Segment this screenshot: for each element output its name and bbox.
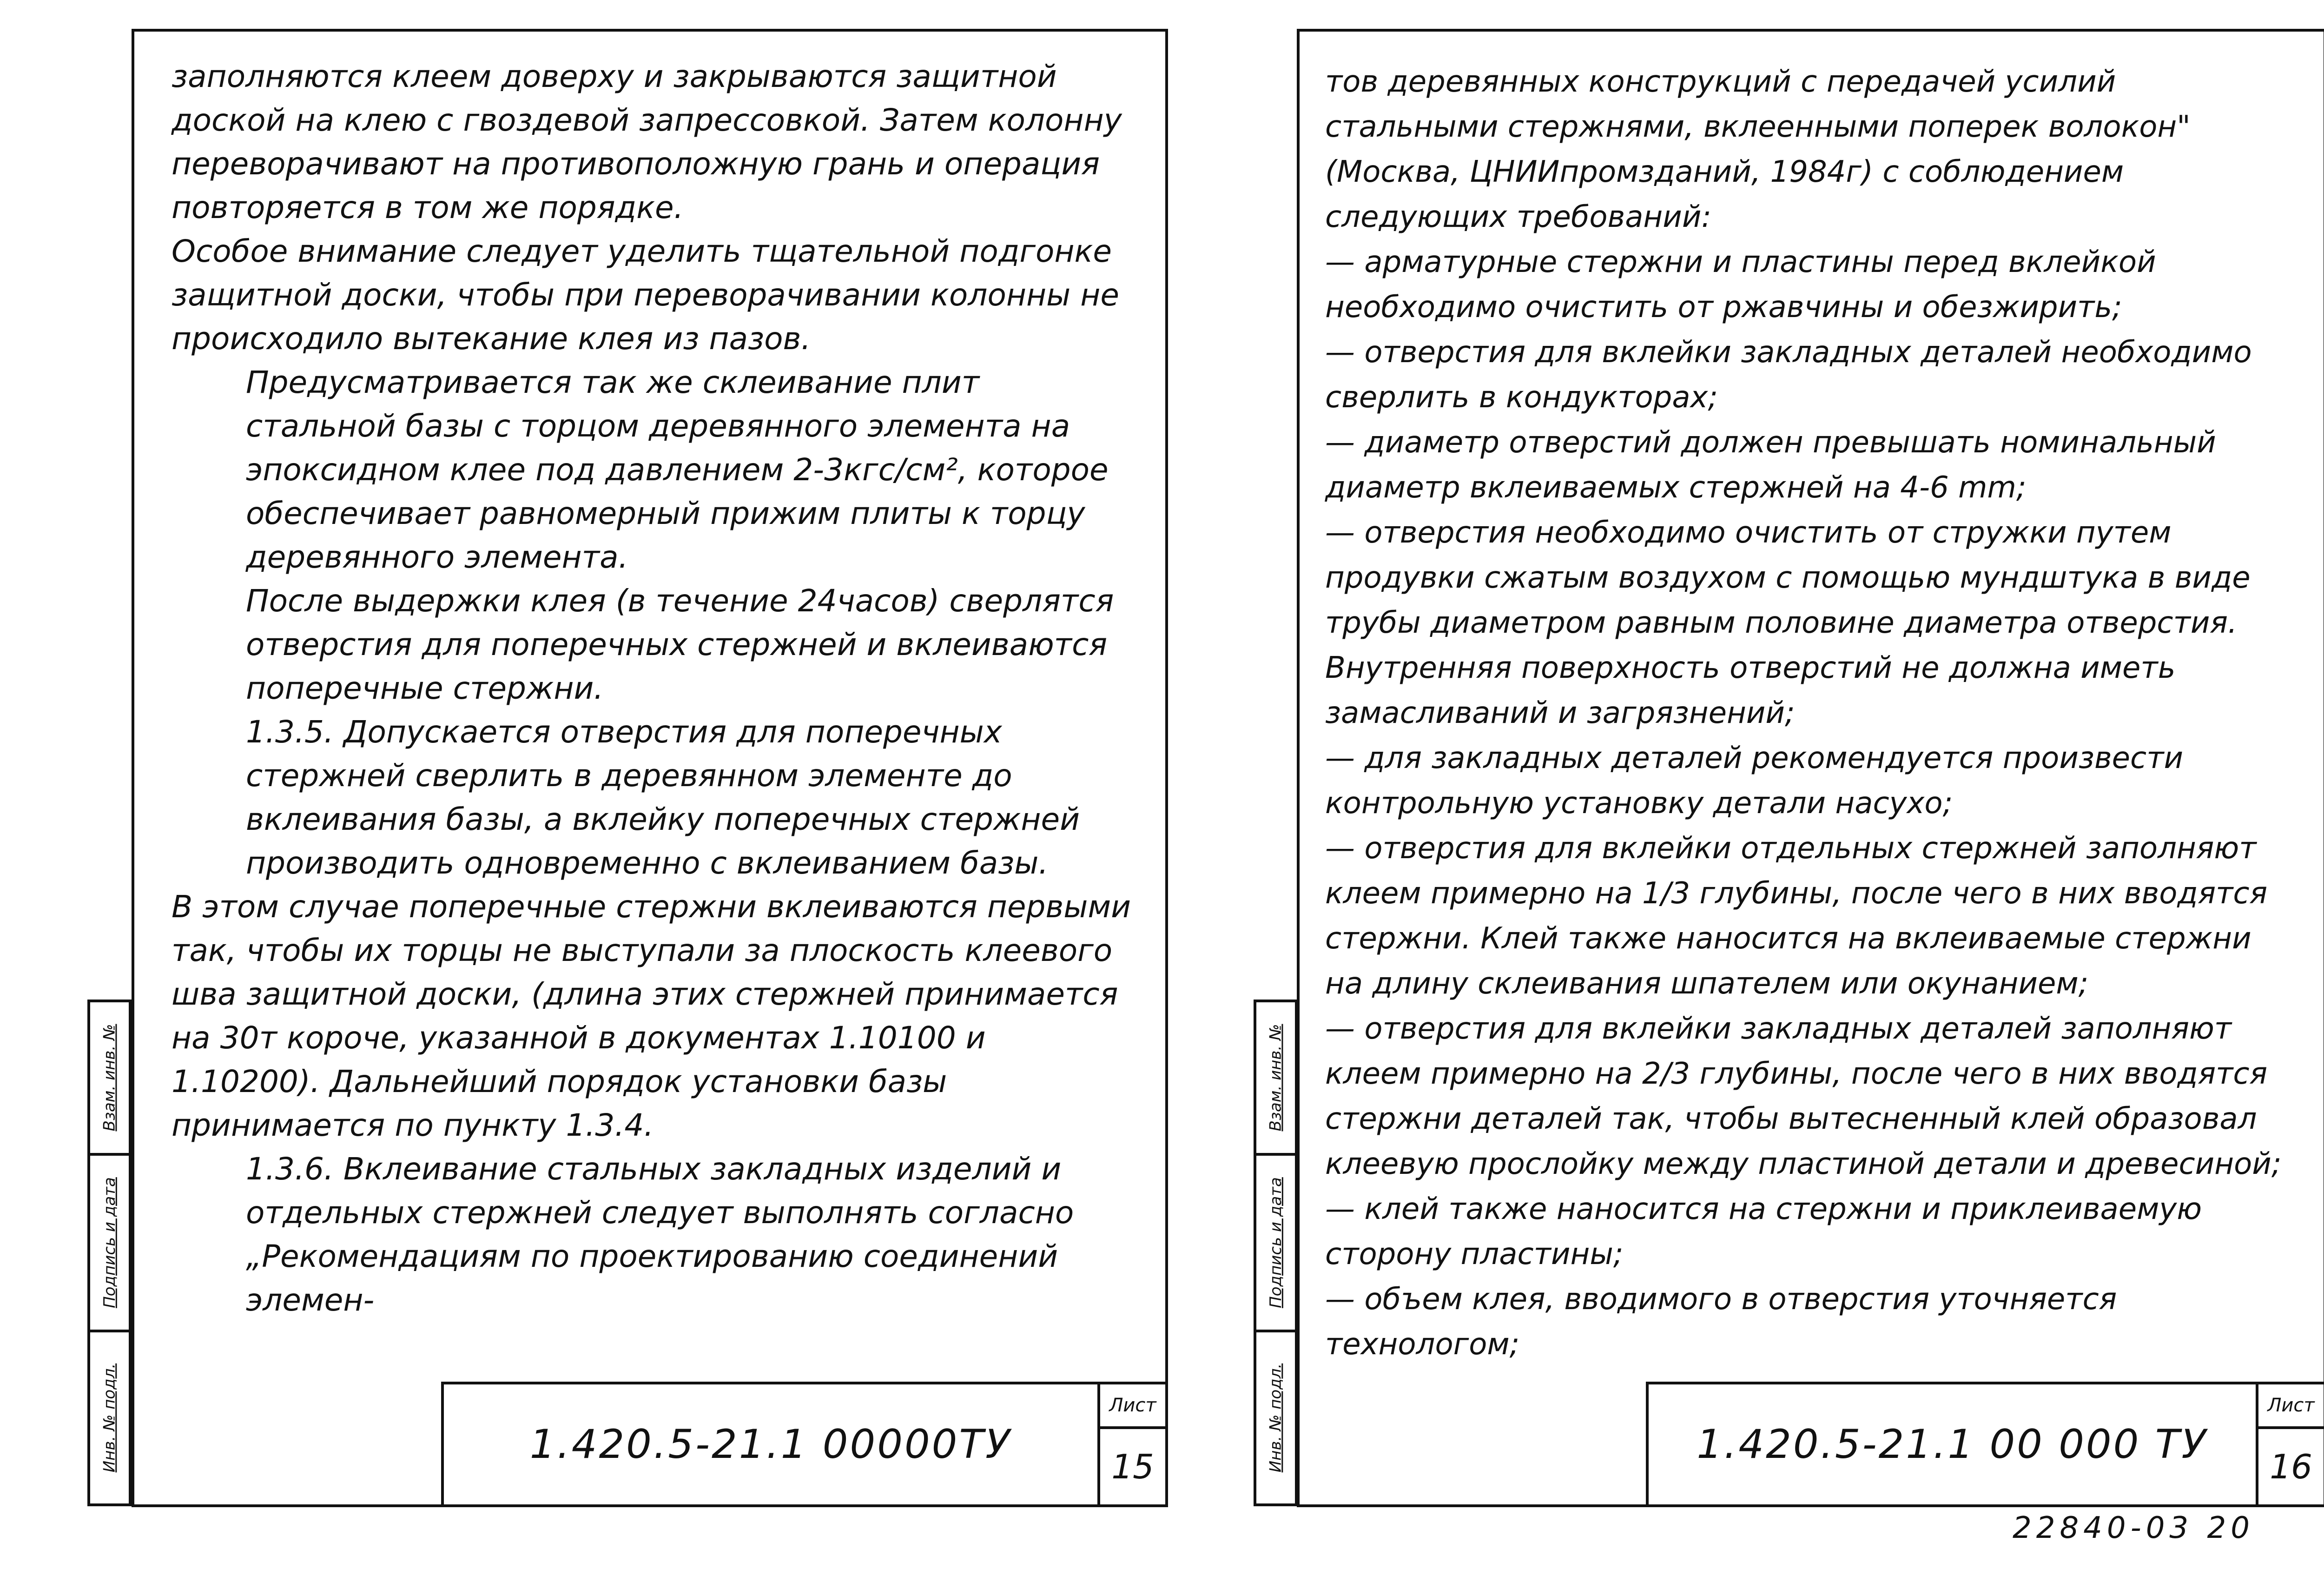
sheet-number-cell bbox=[2256, 1384, 2324, 1504]
paragraph: 1.3.6. Вклеивание стальных закладных изделий и отдельных стержней следует выполнять согласно „Рекомендациям по проектированию соединений элемен- bbox=[246, 1151, 1074, 1318]
left-sheet bbox=[132, 29, 1168, 1507]
document-code: 1.420.5-21.1 00000ТУ bbox=[529, 1421, 1012, 1468]
paragraph: — отверстия для вклейки закладных деталей заполняют клеем примерно на 2/3 глубины, после чего в них вводятся стержни деталей так, чтобы вытесненный клей образовал клеевую прослойку между пластиной детали и древесиной; bbox=[1325, 1012, 2282, 1181]
title-block bbox=[1646, 1382, 2324, 1507]
margin-label: Инв. № подл. bbox=[100, 1363, 119, 1473]
paragraph: — диаметр отверстий должен превышать номинальный диаметр вклеиваемых стержней на 4-6 mm; bbox=[1325, 425, 2216, 505]
paragraph: 1.3.5. Допускается отверстия для поперечных стержней сверлить в деревянном элементе до вклеивания базы, а вклейку поперечных стержней производить одновременно с вклеиванием базы. bbox=[246, 714, 1080, 881]
paragraph: Предусматривается так же склеивание плит стальной базы с торцом деревянного элемента на эпоксидном клее под давлением 2-3кгс/см², которое обеспечивает равномерный прижим плиты к торцу деревянного элемента. bbox=[246, 364, 1109, 575]
paragraph: Особое внимание следует уделить тщательной подгонке защитной доски, чтобы при переворачивании колонны не происходило вытекание клея из пазов. bbox=[172, 233, 1119, 357]
sheet-number: 16 bbox=[2270, 1447, 2312, 1486]
margin-label: Подпись и дата bbox=[100, 1177, 119, 1308]
margin-cell bbox=[90, 1156, 129, 1332]
sheet-label: Лист bbox=[1100, 1384, 1165, 1429]
margin-label: Подпись и дата bbox=[1266, 1177, 1285, 1308]
margin-cell bbox=[1256, 1002, 1295, 1156]
title-block bbox=[441, 1382, 1168, 1507]
document-code: 1.420.5-21.1 00 000 ТУ bbox=[1697, 1421, 2208, 1468]
paragraph: заполняются клеем доверху и закрываются защитной доской на клею с гвоздевой запрессовкой. Затем колонну переворачивают на противоположную грань и операция повторяется в том же порядке. bbox=[172, 59, 1122, 225]
paragraph: В этом случае поперечные стержни вклеиваются первыми так, чтобы их торцы не выступали за плоскость клеевого шва защитной доски, (длина этих стержней принимается на 30т короче, указанной в документах 1.10100 и 1.10200). Дальнейший порядок установки базы принимается по пункту 1.3.4. bbox=[172, 889, 1131, 1143]
margin-cell bbox=[90, 1332, 129, 1503]
right-margin-strip bbox=[1254, 1000, 1298, 1506]
paragraph: — отверстия для вклейки закладных деталей необходимо сверлить в кондукторах; bbox=[1325, 335, 2252, 415]
paragraph: — арматурные стержни и пластины перед вклейкой необходимо очистить от ржавчины и обезжирить; bbox=[1325, 245, 2156, 324]
paragraph: — отверстия для вклейки отдельных стержней заполняют клеем примерно на 1/3 глубины, после чего в них вводятся стержни. Клей также наносится на вклеиваемые стержни на длину склеивания шпателем или окунанием; bbox=[1325, 831, 2268, 1001]
sheet-label: Лист bbox=[2258, 1384, 2324, 1429]
paragraph: тов деревянных конструкций с передачей усилий стальными стержнями, вклеенными поперек волокон" (Москва, ЦНИИпромзданий, 1984г) с соблюдением следующих требований: bbox=[1325, 65, 2191, 234]
paragraph: После выдержки клея (в течение 24часов) сверлятся отверстия для поперечных стержней и вклеиваются поперечные стержни. bbox=[246, 583, 1114, 706]
margin-label: Взам. инв. № bbox=[100, 1024, 119, 1132]
left-margin-strip bbox=[87, 1000, 132, 1506]
sheet-number-cell bbox=[1097, 1384, 1165, 1504]
margin-cell bbox=[90, 1002, 129, 1156]
margin-cell bbox=[1256, 1156, 1295, 1332]
right-text-body bbox=[1325, 60, 2298, 1367]
paragraph: — объем клея, вводимого в отверстия уточняется технологом; bbox=[1325, 1282, 2117, 1362]
right-sheet bbox=[1297, 29, 2324, 1507]
margin-label: Взам. инв. № bbox=[1266, 1024, 1285, 1132]
paragraph: — отверстия необходимо очистить от стружки путем продувки сжатым воздухом с помощью мундштука в виде трубы диаметром равным половине диаметра отверстия. Внутренняя поверхность отверстий не должна иметь замасливаний и загрязнений; bbox=[1325, 516, 2251, 730]
margin-cell bbox=[1256, 1332, 1295, 1503]
left-text-body bbox=[172, 55, 1133, 1322]
sheet-number: 15 bbox=[1111, 1447, 1154, 1486]
archive-number: 22840-03 20 bbox=[2013, 1511, 2254, 1545]
paragraph: — для закладных деталей рекомендуется произвести контрольную установку детали насухо; bbox=[1325, 741, 2184, 821]
paragraph: — клей также наносится на стержни и приклеиваемую сторону пластины; bbox=[1325, 1192, 2202, 1271]
margin-label: Инв. № подл. bbox=[1266, 1363, 1285, 1473]
